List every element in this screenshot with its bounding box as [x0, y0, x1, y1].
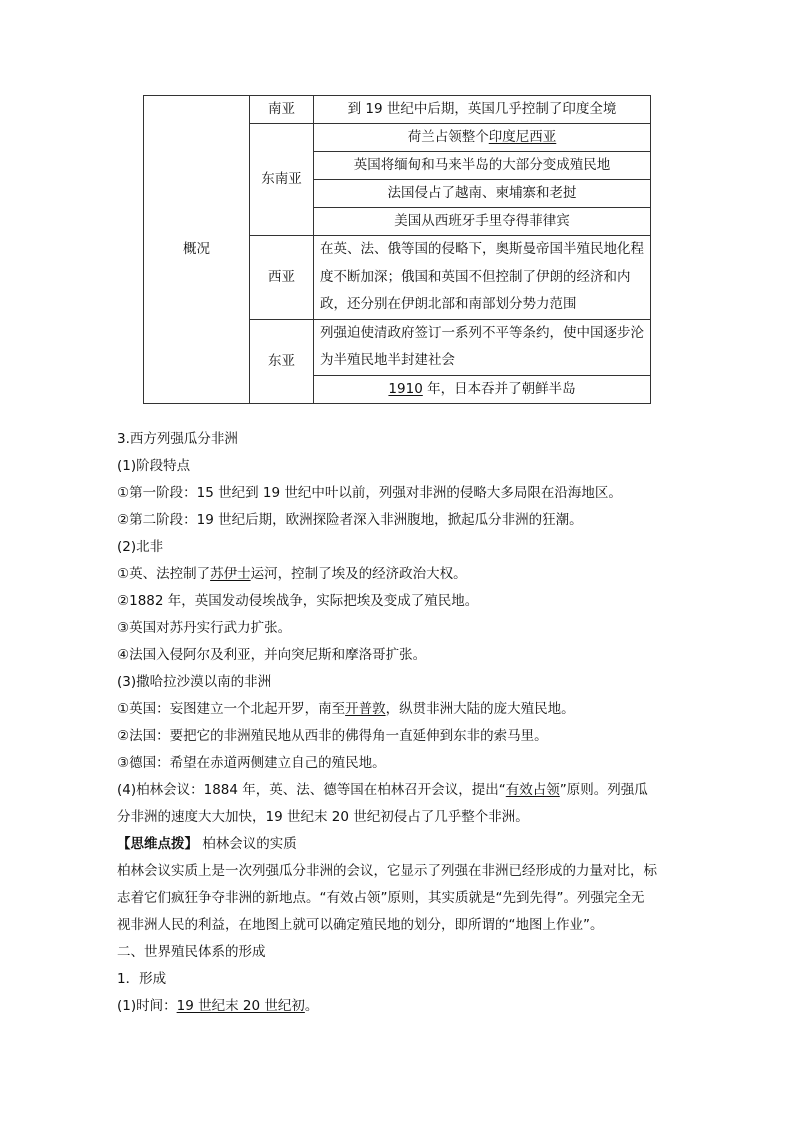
paragraph: (4)柏林会议：1884 年，英、法、德等国在柏林召开会议，提出“有效占领”原则。列强瓜 [117, 782, 648, 798]
section-heading-colonial-system: 二、世界殖民体系的形成 [117, 944, 266, 960]
tip-paragraph: 视非洲人民的利益，在地图上就可以确定殖民地的划分，即所谓的“地图上作业”。 [117, 917, 604, 933]
south-asia-text: 到 19 世纪中后期，英国几乎控制了印度全境 [314, 96, 651, 124]
southeast-asia-row-3: 法国侵占了越南、柬埔寨和老挝 [314, 180, 651, 208]
paragraph: ③英国对苏丹实行武力扩张。 [117, 620, 292, 636]
paragraph: ②法国：要把它的非洲殖民地从西非的佛得角一直延伸到东非的索马里。 [117, 728, 548, 744]
subheading-formation: 1．形成 [117, 971, 167, 987]
east-asia-row-1: 列强迫使清政府签订一系列不平等条约，使中国逐步沦为半殖民地半封建社会 [314, 319, 651, 375]
overview-cell: 概况 [144, 96, 250, 404]
subheading-north-africa: (2)北非 [117, 539, 164, 555]
southeast-asia-row-2: 英国将缅甸和马来半岛的大部分变成殖民地 [314, 152, 651, 180]
paragraph-time: (1)时间：19 世纪末 20 世纪初。 [117, 998, 319, 1014]
tip-heading: 【思维点拨】 柏林会议的实质 [117, 836, 297, 852]
paragraph: ②第二阶段：19 世纪后期，欧洲探险者深入非洲腹地，掀起瓜分非洲的狂潮。 [117, 512, 583, 528]
table-row [144, 96, 651, 124]
paragraph: ②1882 年，英国发动侵埃战争，实际把埃及变成了殖民地。 [117, 593, 479, 609]
southeast-asia-row-4: 美国从西班牙手里夺得菲律宾 [314, 208, 651, 236]
east-asia-row-2: 1910 年，日本吞并了朝鲜半岛 [314, 375, 651, 403]
paragraph: ④法国入侵阿尔及利亚，并向突尼斯和摩洛哥扩张。 [117, 647, 427, 663]
section-heading-africa: 3.西方列强瓜分非洲 [117, 431, 238, 447]
region-south-asia: 南亚 [250, 96, 314, 124]
paragraph: ①第一阶段：15 世纪到 19 世纪中叶以前，列强对非洲的侵略大多局限在沿海地区。 [117, 485, 622, 501]
subheading-stage: (1)阶段特点 [117, 458, 191, 474]
colonial-overview-table [143, 95, 651, 404]
region-west-asia: 西亚 [250, 236, 314, 320]
west-asia-text: 在英、法、俄等国的侵略下，奥斯曼帝国半殖民地化程度不断加深；俄国和英国不但控制了伊朗的经济和内政，还分别在伊朗北部和南部划分势力范围 [314, 236, 651, 320]
paragraph: ①英、法控制了苏伊士运河，控制了埃及的经济政治大权。 [117, 566, 467, 582]
tip-paragraph: 志着它们疯狂争夺非洲的新地点。“有效占领”原则，其实质就是“先到先得”。列强完全无 [117, 890, 645, 906]
paragraph: ③德国：希望在赤道两侧建立自己的殖民地。 [117, 755, 386, 771]
subheading-sub-saharan: (3)撒哈拉沙漠以南的非洲 [117, 674, 272, 690]
paragraph: ①英国：妄图建立一个北起开罗，南至开普敦，纵贯非洲大陆的庞大殖民地。 [117, 701, 575, 717]
region-southeast-asia: 东南亚 [250, 124, 314, 236]
tip-paragraph: 柏林会议实质上是一次列强瓜分非洲的会议，它显示了列强在非洲已经形成的力量对比，标 [117, 863, 657, 879]
southeast-asia-row-1: 荷兰占领整个印度尼西亚 [314, 124, 651, 152]
region-east-asia: 东亚 [250, 319, 314, 403]
paragraph: 分非洲的速度大大加快，19 世纪末 20 世纪初侵占了几乎整个非洲。 [117, 809, 529, 825]
